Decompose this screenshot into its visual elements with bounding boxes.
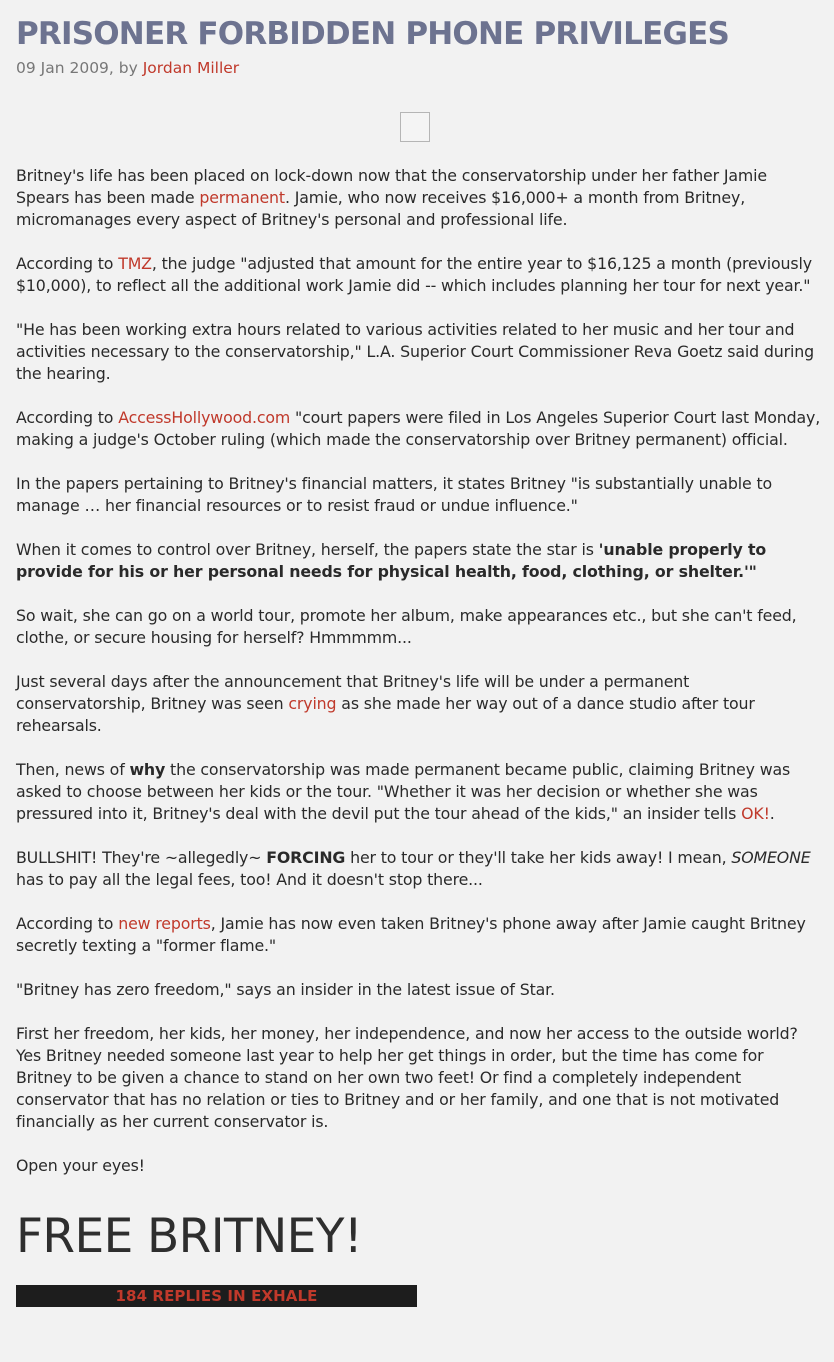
paragraph: When it comes to control over Britney, herself, the papers state the star is 'unable properly to provide for his or her personal needs for physical health, food, clothing, or shelter.'" (16, 540, 767, 581)
author-link[interactable]: Jordan Miller (142, 59, 240, 77)
paragraph: In the papers pertaining to Britney's financial matters, it states Britney "is substantially unable to manage … her financial resources or to resist fraud or undue influence." (16, 474, 773, 515)
broken-image-placeholder (400, 112, 430, 142)
article-title: PRISONER FORBIDDEN PHONE PRIVILEGES (16, 16, 729, 52)
article (16, 0, 822, 1307)
bold-quote: 'unable properly to provide for his or her personal needs for physical health, food, clothing, or shelter.'" (16, 540, 767, 581)
ok-magazine-link[interactable]: OK! (741, 804, 770, 823)
tmz-link[interactable]: TMZ (118, 254, 152, 273)
paragraph: So wait, she can go on a world tour, promote her album, make appearances etc., but she can't feed, clothe, or secure housing for herself? Hmmmmm... (16, 606, 797, 647)
paragraph: First her freedom, her kids, her money, her independence, and now her access to the outside world? Yes Britney needed someone last year to help her get things in order, but the time has come for Britney to be given a chance to stand on her own two feet! Or find a completely independent conservator that has no relation or ties to Britney and or her family, and one that is not motivated financially as her current conservator is. (16, 1024, 798, 1131)
paragraph: According to new reports, Jamie has now even taken Britney's phone away after Jamie caught Britney secretly texting a "former flame." (16, 914, 806, 955)
article-body (16, 165, 822, 1177)
paragraph: According to TMZ, the judge "adjusted that amount for the entire year to $16,125 a month (previously $10,000), to reflect all the additional work Jamie did -- which includes planning her tour for next year." (16, 254, 812, 295)
paragraph: Britney's life has been placed on lock-down now that the conservatorship under her father Jamie Spears has been made permanent. Jamie, who now receives $16,000+ a month from Britney, micromanages every aspect of Britney's personal and professional life. (16, 166, 767, 229)
paragraph: "Britney has zero freedom," says an insider in the latest issue of Star. (16, 980, 555, 999)
paragraph: "He has been working extra hours related to various activities related to her music and her tour and activities necessary to the conservatorship," L.A. Superior Court Commissioner Reva Goetz said during the hearing. (16, 320, 814, 383)
bold-forcing: FORCING (266, 848, 346, 867)
paragraph: Open your eyes! (16, 1156, 145, 1175)
italic-someone: SOMEONE (731, 848, 811, 867)
closing-headline: FREE BRITNEY! (16, 1209, 363, 1264)
post-date: 09 Jan 2009, by (16, 59, 143, 77)
paragraph: According to AccessHollywood.com "court papers were filed in Los Angeles Superior Court last Monday, making a judge's October ruling (which made the conservatorship over Britney permanent) official. (16, 408, 821, 449)
accesshollywood-link[interactable]: AccessHollywood.com (118, 408, 291, 427)
new-reports-link[interactable]: new reports (118, 914, 211, 933)
byline (16, 58, 822, 78)
permanent-link[interactable]: permanent (199, 188, 285, 207)
paragraph: Then, news of why the conservatorship was made permanent became public, claiming Britney was asked to choose between her kids or the tour. "Whether it was her decision or whether she was pressured into it, Britney's deal with the devil put the tour ahead of the kids," an insider tells OK!. (16, 760, 791, 823)
replies-button[interactable]: 184 REPLIES IN EXHALE (16, 1285, 417, 1307)
bold-why: why (129, 760, 166, 779)
crying-link[interactable]: crying (288, 694, 337, 713)
paragraph: BULLSHIT! They're ~allegedly~ FORCING her to tour or they'll take her kids away! I mean, SOMEONE has to pay all the legal fees, too! And it doesn't stop there... (16, 848, 811, 889)
paragraph: Just several days after the announcement that Britney's life will be under a permanent conservatorship, Britney was seen crying as she made her way out of a dance studio after tour rehearsals. (16, 672, 755, 735)
